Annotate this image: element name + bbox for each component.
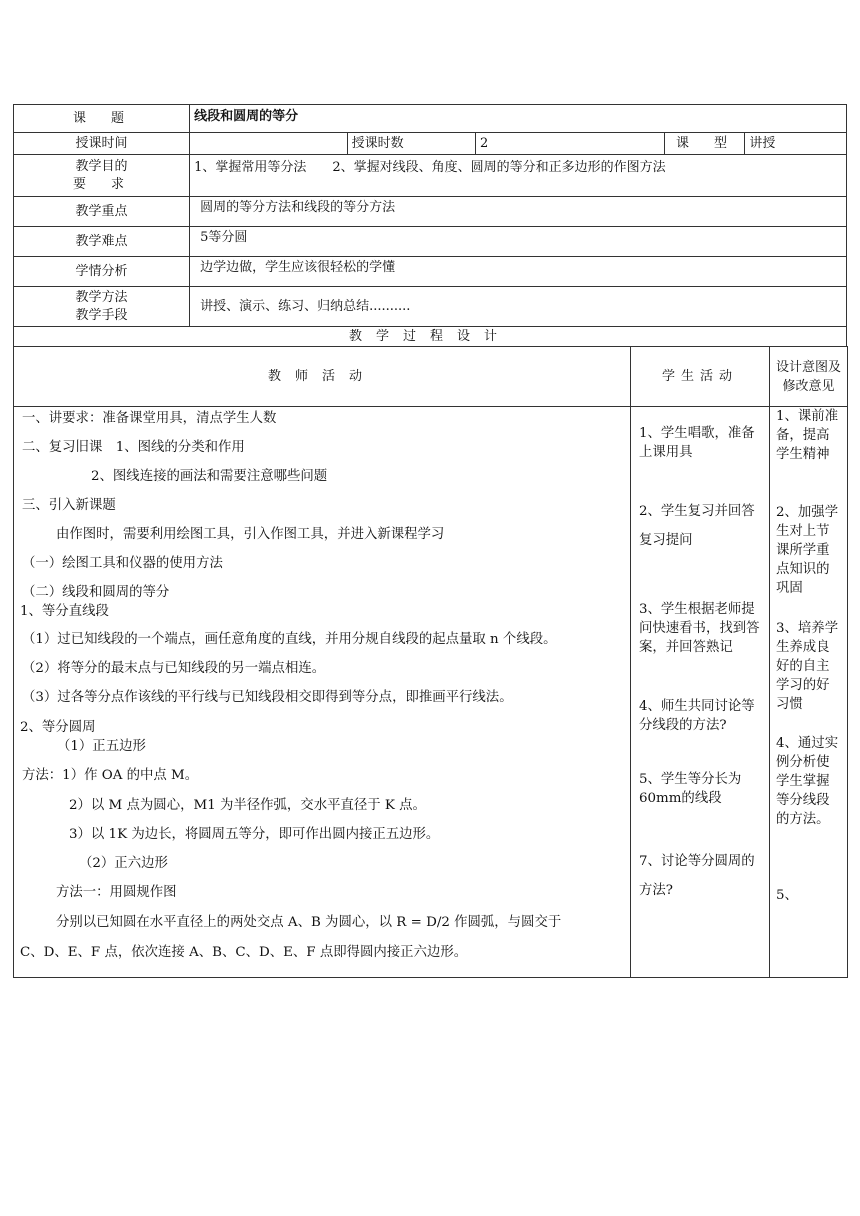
teacher-line: （3）过各等分点作该线的平行线与已知线段相交即得到等分点，即推画平行线法。 — [22, 690, 513, 705]
student-item: 1、学生唱歌，准备上课用具 — [639, 426, 755, 460]
hours-label: 授课时数 — [347, 133, 475, 155]
method-label — [14, 287, 190, 327]
teacher-line: （1）正五边形 — [57, 739, 146, 754]
goal-value: 1、掌握常用等分法 2、掌握对线段、角度、圆周的等分和正多边形的作图方法 — [190, 155, 847, 197]
teacher-line: 方法一：用圆规作图 — [56, 885, 177, 900]
topic-label: 课 题 — [14, 105, 190, 133]
student-item: 7、讨论等分圆周的方法? — [639, 854, 755, 898]
teacher-line: 2、图线连接的画法和需要注意哪些问题 — [91, 469, 328, 484]
teacher-line: （1）过已知线段的一个端点，画任意角度的直线，并用分规自线段的起点量取 n 个线段。 — [22, 632, 557, 647]
teacher-line: 2）以 M 点为圆心，M1 为半径作弧，交水平直径于 K 点。 — [69, 798, 426, 813]
design-intent-header: 设计意图及修改意见 — [770, 347, 848, 407]
teacher-line: （2）将等分的最末点与已知线段的另一端点相连。 — [22, 661, 326, 676]
teacher-line: （2）正六边形 — [79, 856, 168, 871]
teacher-line: 分别以已知圆在水平直径上的两处交点 A、B 为圆心，以 R = D/2 作圆弧，与圆交于 — [56, 915, 562, 930]
teacher-line: 2、等分圆周 — [20, 720, 96, 735]
design-item: 1、课前准备，提高学生精神 — [776, 409, 839, 462]
topic-value: 线段和圆周的等分 — [190, 105, 847, 133]
teacher-line: C、D、E、F 点，依次连接 A、B、C、D、E、F 点即得圆内接正六边形。 — [20, 945, 468, 960]
design-item: 2、加强学生对上节课所学重点知识的巩固 — [776, 505, 839, 596]
difficulty-label: 教学难点 — [14, 227, 190, 257]
teacher-line: 由作图时，需要利用绘图工具，引入作图工具，并进入新课程学习 — [56, 527, 445, 542]
difficulty-value: 5等分圆 — [190, 227, 847, 257]
teacher-line: 1、等分直线段 — [20, 604, 109, 619]
student-activity-cell — [631, 407, 770, 978]
process-table — [13, 346, 848, 978]
time-value — [190, 133, 347, 155]
teacher-activity-cell — [14, 407, 631, 978]
design-item: 3、培养学生养成良好的自主学习的好习惯 — [776, 621, 839, 712]
teacher-activity-header: 教师活动 — [14, 347, 631, 407]
design-intent-cell — [770, 407, 848, 978]
method-label-line2: 教学手段 — [75, 307, 128, 323]
teacher-line: 3）以 1K 为边长，将圆周五等分，即可作出圆内接正五边形。 — [69, 827, 440, 842]
goal-label-line1: 教学目的 — [75, 158, 128, 174]
design-item: 4、通过实例分析使学生掌握等分线段的方法。 — [776, 736, 839, 827]
student-item: 2、学生复习并回答复习提问 — [639, 504, 755, 548]
process-title: 教学过程设计 — [14, 327, 847, 347]
lesson-info-table — [13, 104, 847, 347]
goal-label — [14, 155, 190, 197]
method-value: 讲授、演示、练习、归纳总结.......... — [190, 287, 847, 327]
analysis-label: 学情分析 — [14, 257, 190, 287]
student-item: 5、学生等分长为60mm的线段 — [639, 772, 742, 806]
key-label: 教学重点 — [14, 197, 190, 227]
student-item: 3、学生根据老师提问快速看书，找到答案，并回答熟记 — [639, 602, 760, 655]
teacher-line: （二）线段和圆周的等分 — [22, 585, 170, 600]
teacher-line: （一）绘图工具和仪器的使用方法 — [22, 556, 223, 571]
design-item: 5、 — [776, 888, 798, 903]
teacher-line: 方法：1）作 OA 的中点 M。 — [22, 768, 199, 783]
analysis-value: 边学边做，学生应该很轻松的学懂 — [190, 257, 847, 287]
method-label-line1: 教学方法 — [75, 289, 128, 305]
type-value: 讲授 — [745, 133, 847, 155]
hours-value: 2 — [476, 133, 665, 155]
teacher-line: 二、复习旧课 1、图线的分类和作用 — [22, 440, 245, 455]
student-item: 4、师生共同讨论等分线段的方法? — [639, 699, 755, 733]
key-value: 圆周的等分方法和线段的等分方法 — [190, 197, 847, 227]
type-label: 课 型 — [664, 133, 745, 155]
teacher-line: 一、讲要求：准备课堂用具，清点学生人数 — [22, 411, 277, 426]
teacher-line: 三、引入新课题 — [22, 498, 116, 513]
goal-label-line2: 要 求 — [73, 176, 131, 192]
time-label: 授课时间 — [14, 133, 190, 155]
student-activity-header: 学生活动 — [631, 347, 770, 407]
